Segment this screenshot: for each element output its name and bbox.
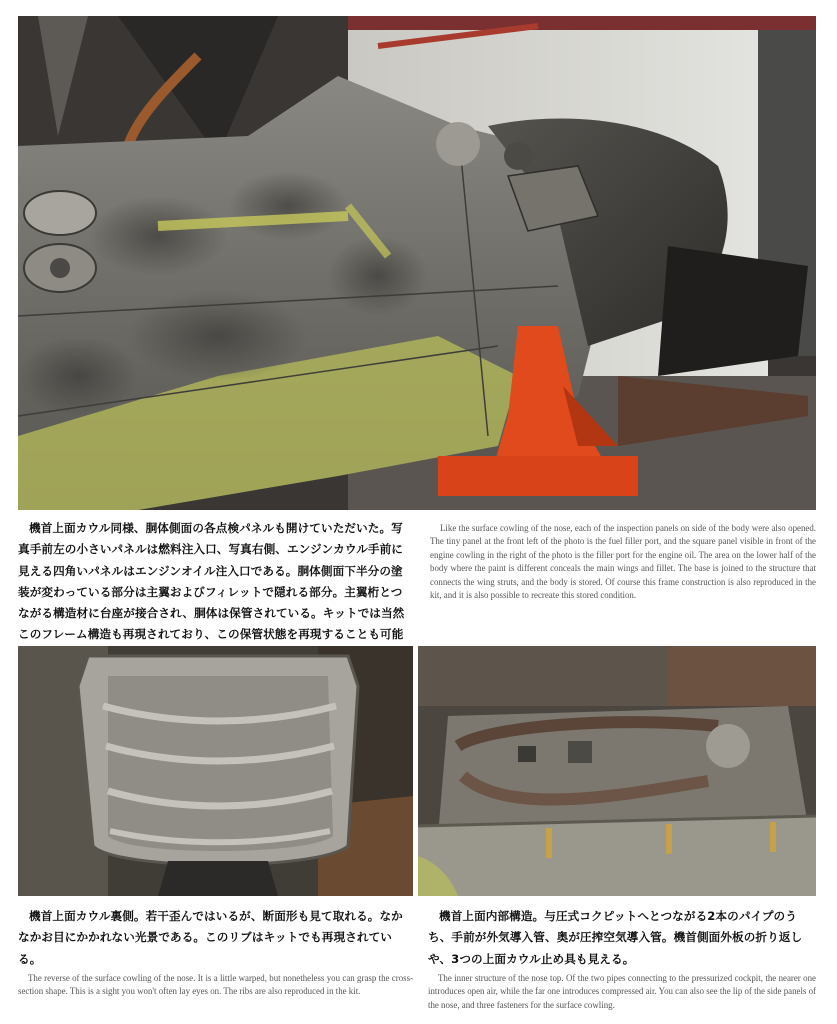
caption-nose-japanese: 機首上面内部構造。与圧式コクピットへとつながる2本のパイプのうち、手前が外気導入管、奥が圧搾空気導入管。機首側面外板の折り返しや、3つの上面カウル止め具も見える。 <box>428 909 803 966</box>
caption-cowl-japanese: 機首上面カウル裏側。若干歪んではいるが、断面形も見て取れる。なかなかお目にかかれない光景である。このリブはキットでも再現されている。 <box>18 909 403 966</box>
caption-main-english: Like the surface cowling of the nose, each of the inspection panels on side of the body were also opened. The tiny panel at the front left of the photo is the fuel filler port, and the square panel visible in front of the engine cowling in the right of the photo is the filler port for the engine oil. The area on the lower half of the body where the paint is different conceals the main wings and fillet. The base is joined to the structure that connects the wing struts, and the body is stored. Of course this frame construction is also reproduced in the kit, and it is also possible to recreate this stored condition. <box>430 523 816 601</box>
fuselage-photo <box>18 16 816 510</box>
caption-main-japanese: 機首上面カウル同様、胴体側面の各点検パネルも開けていただいた。写真手前左の小さいパネルは燃料注入口、写真右側、エンジンカウル手前に見える四角いパネルはエンジンオイル注入口である。胴体側面下半分の塗装が変わっている部分は主翼およびフィレットで隠れる部分。主翼桁とつながる構造材に台座が接合され、胴体は保管されている。キットでは当然このフレーム構造も再現されており、この保管状態を再現することも可能 <box>18 521 405 642</box>
nose-inner-structure-photo <box>418 646 816 896</box>
caption-nose-english: The inner structure of the nose top. Of the two pipes connecting to the pressurized cockpit, the nearer one introduces open air, while the far one introduces compressed air. You can also see the lip of the side panels of the nose, and three fasteners for the surface cowling. <box>428 973 816 1010</box>
cowling-underside-photo <box>18 646 413 896</box>
caption-cowl-english: The reverse of the surface cowling of the nose. It is a little warped, but nonetheless you can grasp the cross-section shape. This is a sight you won't often lay eyes on. The ribs are also reproduced in the kit. <box>18 973 413 997</box>
